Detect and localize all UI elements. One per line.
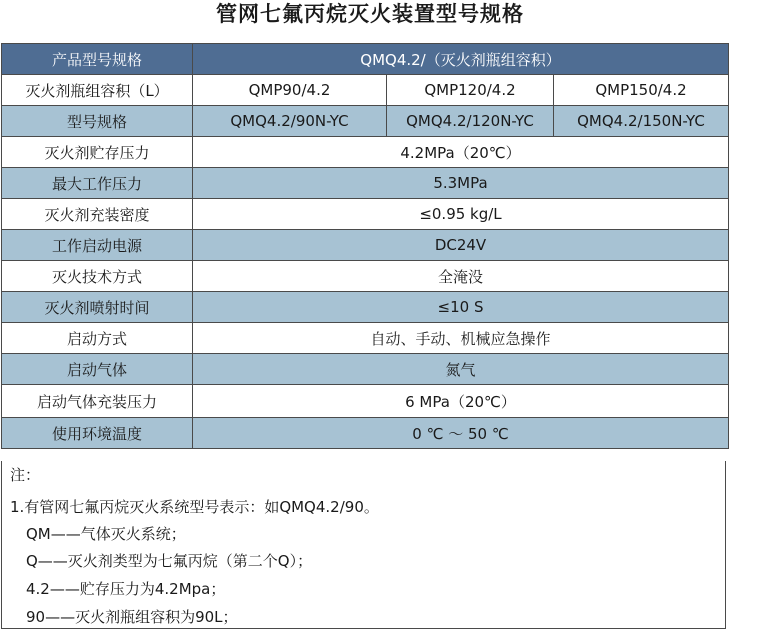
spec-table (1, 43, 729, 449)
table-row (2, 418, 729, 449)
row-value: QMP90/4.2 (193, 75, 387, 106)
row-label: 型号规格 (2, 106, 193, 137)
row-label: 灭火技术方式 (2, 261, 193, 292)
row-label: 工作启动电源 (2, 230, 193, 261)
model-row (2, 106, 729, 137)
table-row (2, 199, 729, 230)
note-line: 4.2——贮存压力为4.2Mpa； (26, 580, 226, 598)
note-line: Q——灭火剂类型为七氟丙烷（第二个Q）； (26, 552, 313, 570)
row-value: 自动、手动、机械应急操作 (193, 323, 729, 354)
row-value: QMP150/4.2 (554, 75, 729, 106)
row-value: 全淹没 (193, 261, 729, 292)
row-value: QMQ4.2/150N-YC (554, 106, 729, 137)
table-row (2, 261, 729, 292)
row-value: 6 MPa（20℃） (193, 385, 729, 418)
table-row (2, 168, 729, 199)
row-label: 灭火剂瓶组容积（L） (2, 75, 193, 106)
table-row (2, 230, 729, 261)
table-header-row (2, 44, 729, 75)
capacity-row (2, 75, 729, 106)
row-value: QMP120/4.2 (387, 75, 554, 106)
row-label: 启动方式 (2, 323, 193, 354)
table-row (2, 385, 729, 418)
table-row (2, 292, 729, 323)
table-row (2, 354, 729, 385)
note-line: 90——灭火剂瓶组容积为90L； (26, 608, 238, 626)
note-line: QM——气体灭火系统； (26, 525, 186, 543)
row-value: QMQ4.2/90N-YC (193, 106, 387, 137)
row-value: DC24V (193, 230, 729, 261)
page-title: 管网七氟丙烷灭火装置型号规格 (216, 2, 524, 26)
row-label: 使用环境温度 (2, 418, 193, 449)
row-label: 启动气体充装压力 (2, 385, 193, 418)
notes-heading: 注： (10, 466, 41, 484)
row-value: ≤0.95 kg/L (193, 199, 729, 230)
row-label: 启动气体 (2, 354, 193, 385)
table-row (2, 137, 729, 168)
note-line: 1.有管网七氟丙烷灭火系统型号表示：如QMQ4.2/90。 (10, 498, 379, 516)
row-value: 4.2MPa（20℃） (193, 137, 729, 168)
row-value: 0 ℃ ～ 50 ℃ (193, 418, 729, 449)
notes-section (1, 461, 726, 629)
row-value: 氮气 (193, 354, 729, 385)
row-value: ≤10 S (193, 292, 729, 323)
row-value: QMQ4.2/120N-YC (387, 106, 554, 137)
table-row (2, 323, 729, 354)
header-label: 产品型号规格 (2, 44, 193, 75)
row-label: 灭火剂喷射时间 (2, 292, 193, 323)
row-label: 最大工作压力 (2, 168, 193, 199)
header-value: QMQ4.2/（灭火剂瓶组容积） (193, 44, 729, 75)
row-label: 灭火剂贮存压力 (2, 137, 193, 168)
row-label: 灭火剂充装密度 (2, 199, 193, 230)
row-value: 5.3MPa (193, 168, 729, 199)
